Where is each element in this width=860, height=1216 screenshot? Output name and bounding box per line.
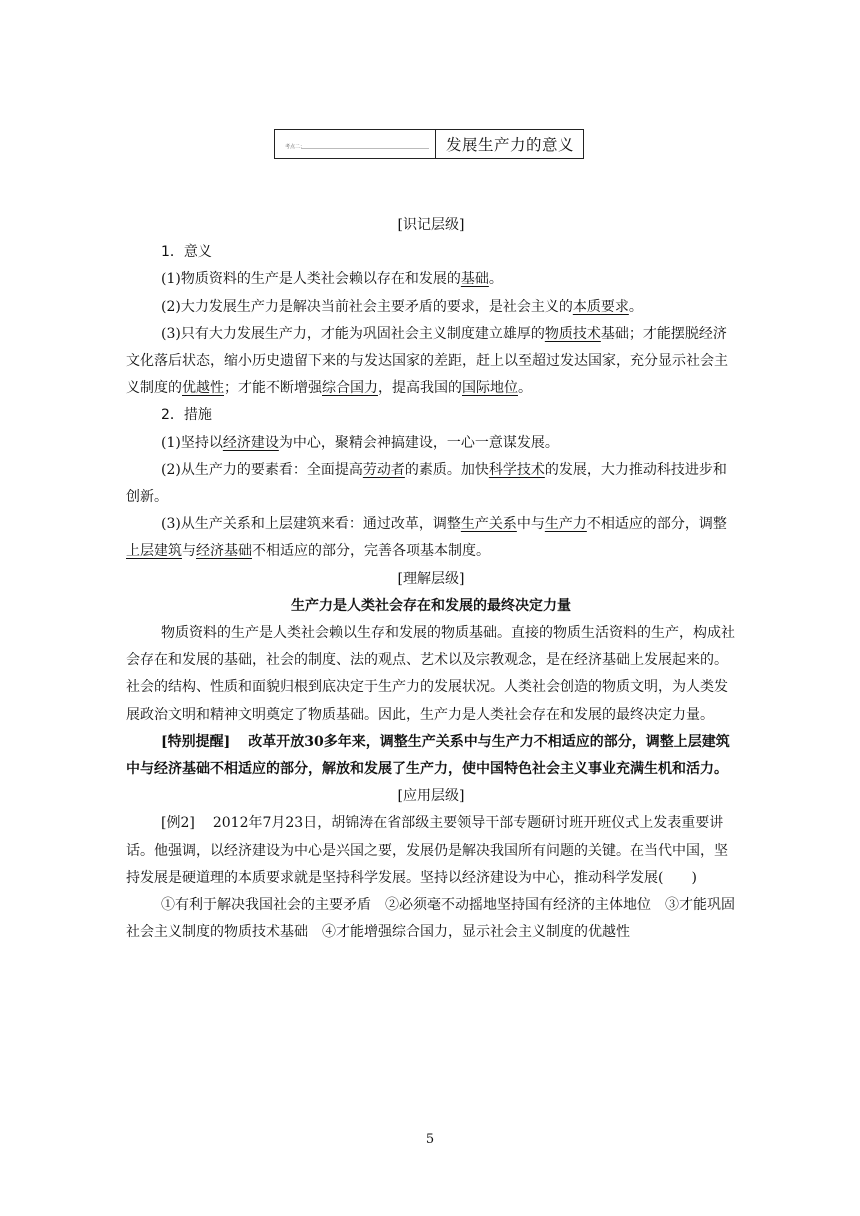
underlined-answer: 生产力 bbox=[544, 516, 587, 533]
heading-productivity: 生产力是人类社会存在和发展的最终决定力量 bbox=[291, 597, 571, 614]
underlined-answer: 物质技术 bbox=[544, 325, 601, 342]
example-question bbox=[126, 810, 736, 892]
underlined-answer: 生产关系 bbox=[460, 516, 517, 533]
underlined-answer: 上层建筑 bbox=[126, 543, 182, 560]
underlined-answer: 科学技术 bbox=[488, 461, 545, 478]
title-box-rule bbox=[301, 148, 429, 149]
section-title: 发展生产力的意义 bbox=[446, 136, 575, 154]
tip-label: [特别提醒] bbox=[161, 733, 231, 750]
underlined-answer: 经济建设 bbox=[222, 434, 279, 451]
section-title-box bbox=[274, 129, 584, 159]
para-measures-3: (3)从生产关系和上层建筑来看：通过改革，调整生产关系中与生产力不相适应的部分，调整上层建筑与经济基础不相适应的部分，完善各项基本制度。 bbox=[126, 516, 727, 560]
underlined-answer: 劳动者 bbox=[362, 461, 405, 478]
para-significance-3: (3)只有大力发展生产力，才能为巩固社会主义制度建立雄厚的物质技术基础；才能摆脱经济文化落后状态，缩小历史遗留下来的与发达国家的差距，赶上以至超过发达国家，充分显示社会主义制度的优越性；才能不断增强综合国力，提高我国的国际地位。 bbox=[126, 325, 728, 397]
underlined-answer: 本质要求 bbox=[572, 298, 629, 315]
para-productivity: 物质资料的生产是人类社会赖以生存和发展的物质基础。直接的物质生活资料的生产，构成社会存在和发展的基础，社会的制度、法的观点、艺术以及宗教观念，是在经济基础上发展起来的。社会的结构、性质和面貌归根到底决定于生产力的发展状况。人类社会创造的物质文明，为人类发展政治文明和精神文明奠定了物质基础。因此，生产力是人类社会存在和发展的最终决定力量。 bbox=[126, 625, 735, 723]
tip-text: 改革开放30多年来，调整生产关系中与生产力不相适应的部分，调整上层建筑中与经济基础不相适应的部分，解放和发展了生产力，使中国特色社会主义事业充满生机和活力。 bbox=[126, 733, 730, 778]
underlined-answer: 优越性 bbox=[182, 380, 224, 397]
para-significance-1: (1)物质资料的生产是人类社会赖以存在和发展的基础。 bbox=[161, 271, 503, 288]
example-options: ①有利于解决我国社会的主要矛盾 ②必须毫不动摇地坚持国有经济的主体地位 ③才能巩固社会主义制度的物质技术基础 ④才能增强综合国力，显示社会主义制度的优越性 bbox=[126, 897, 735, 941]
main-content bbox=[126, 212, 736, 946]
underlined-answer: 经济基础 bbox=[196, 543, 252, 560]
level-label-recall: [识记层级] bbox=[397, 217, 465, 233]
heading-measures: 2．措施 bbox=[161, 407, 212, 424]
underlined-answer: 综合国力 bbox=[322, 380, 378, 397]
level-label-apply: [应用层级] bbox=[397, 788, 465, 805]
special-tip bbox=[126, 729, 736, 783]
heading-significance: 1．意义 bbox=[161, 244, 212, 261]
level-label-understand: [理解层级] bbox=[397, 570, 465, 587]
example-label: [例2] bbox=[161, 815, 195, 832]
underlined-answer: 基础 bbox=[460, 271, 489, 288]
para-measures-1: (1)坚持以经济建设为中心，聚精会神搞建设，一心一意谋发展。 bbox=[161, 434, 559, 451]
title-small-label: 考点二： bbox=[285, 144, 306, 150]
para-significance-2: (2)大力发展生产力是解决当前社会主要矛盾的要求，是社会主义的本质要求。 bbox=[161, 298, 643, 315]
title-box-left-cell bbox=[275, 130, 436, 158]
page-number: 5 bbox=[425, 1132, 435, 1147]
underlined-answer: 国际地位 bbox=[462, 380, 518, 397]
para-measures-2: (2)从生产力的要素看：全面提高劳动者的素质。加快科学技术的发展，大力推动科技进步和创新。 bbox=[126, 461, 727, 506]
example-text: 2012年7月23日，胡锦涛在省部级主要领导干部专题研讨班开班仪式上发表重要讲话。他强调，以经济建设为中心是兴国之要，发展仍是解决我国所有问题的关键。在当代中国，坚持发展是硬道理的本质要求就是坚持科学发展。坚持以经济建设为中心，推动科学发展( ) bbox=[126, 815, 728, 886]
